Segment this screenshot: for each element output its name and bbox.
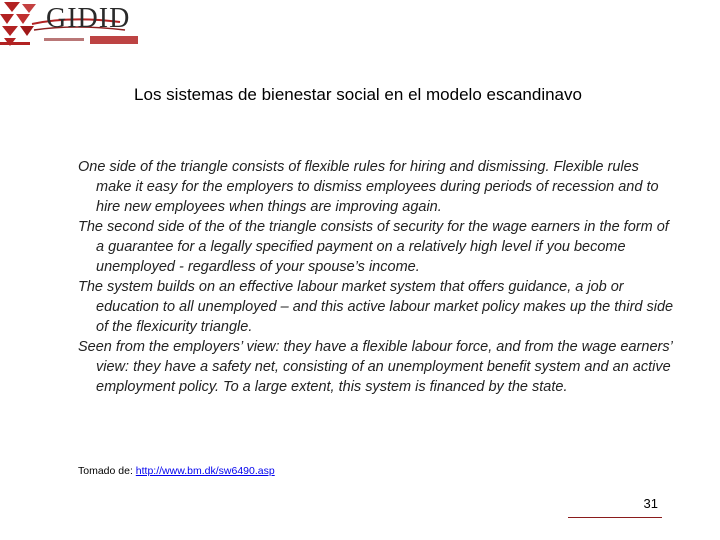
logo: [0, 0, 140, 48]
body-paragraph-1: One side of the triangle consists of flexible rules for hiring and dismissing. Flexible rules make it easy for the employers to dismiss employees during periods of recession and to hire new employees when things are improving again.: [78, 159, 659, 215]
body-paragraph-4: Seen from the employers’ view: they have a flexible labour force, and from the wage earners’ view: they have a safety net, consisting of an unemployment benefit system and an active employment policy. To a large extent, this system is financed by the state.: [78, 339, 673, 395]
source-prefix: Tomado de:: [78, 465, 136, 477]
slide-title: Los sistemas de bienestar social en el modelo escandinavo: [134, 85, 582, 104]
source-citation: [78, 464, 275, 478]
body-paragraph-3: The system builds on an effective labour market system that offers guidance, a job or education to all unemployed – and this active labour market policy makes up the third side of the flexicurity triangle.: [78, 279, 674, 335]
source-link[interactable]: http://www.bm.dk/sw6490.asp: [135, 465, 275, 477]
page-number-rule: [568, 517, 662, 518]
body-paragraph-2: The second side of the of the triangle consists of security for the wage earners in the form of a guarantee for a legally specified payment on a relatively high level if you become unemployed - regardless of your spouse’s income.: [78, 219, 669, 275]
slide-body: [78, 157, 678, 397]
logo-text: GIDID: [46, 3, 131, 34]
page-number: 31: [643, 496, 658, 511]
